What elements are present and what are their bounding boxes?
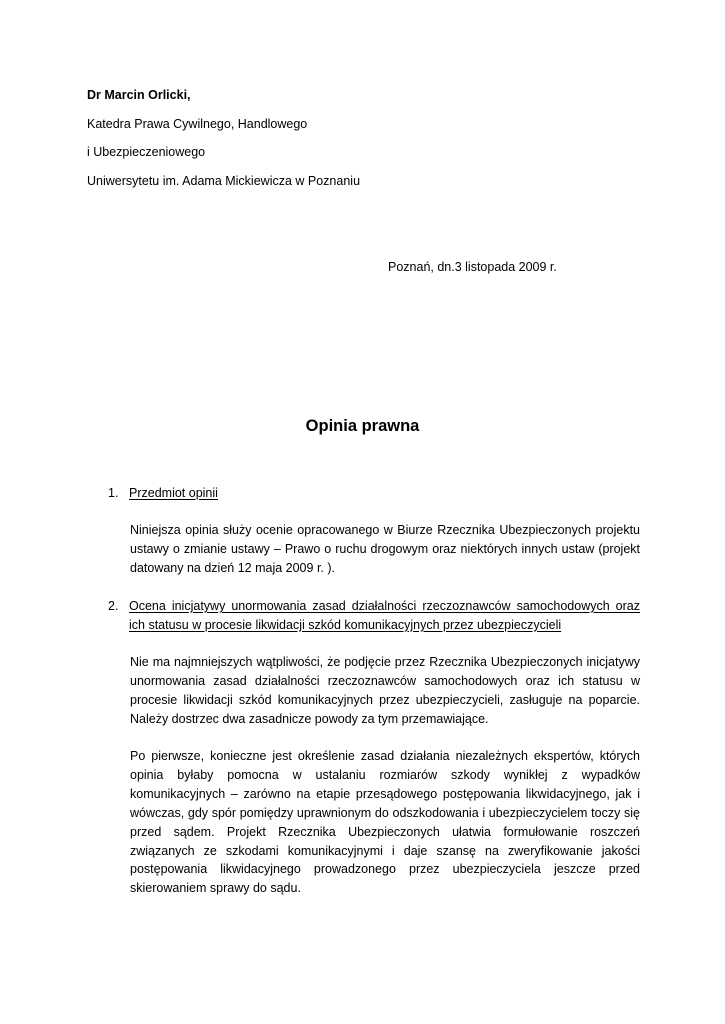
author-block [87, 86, 587, 200]
section-2-number: 2. [108, 599, 119, 613]
section-2-paragraph-1: Nie ma najmniejszych wątpliwości, że podjęcie przez Rzecznika Ubezpieczonych inicjatywy unormowania zasad działalności rzeczoznawców samochodowych oraz ich statusu w procesie likwidacji szkód komunikacyjnych przez ubezpieczycieli, zasługuje na poparcie. Należy dostrzec dwa zasadnicze powody za tym przemawiające. [130, 655, 640, 726]
section-2-heading [108, 597, 640, 634]
author-name: Dr Marcin Orlicki, [87, 88, 191, 102]
section-1-number: 1. [108, 486, 119, 500]
section-1-paragraph-1: Niniejsza opinia służy ocenie opracowanego w Biurze Rzecznika Ubezpieczonych projektu ustawy o zmianie ustawy – Prawo o ruchu drogowym oraz niektórych innych ustaw (projekt datowany na dzień 12 maja 2009 r. ). [130, 523, 640, 575]
section-1-title: Przedmiot opinii [129, 486, 218, 500]
document-title: Opinia prawna [305, 417, 420, 435]
author-department-line-1: Katedra Prawa Cywilnego, Handlowego [87, 116, 308, 131]
author-university: Uniwersytetu im. Adama Mickiewicza w Poznaniu [87, 173, 361, 188]
document-title-wrapper [0, 414, 725, 438]
section-2-title: Ocena inicjatywy unormowania zasad działalności rzeczoznawców samochodowych oraz ich statusu w procesie likwidacji szkód komunikacyjnych przez ubezpieczycieli [129, 599, 640, 632]
document-date: Poznań, dn.3 listopada 2009 r. [388, 260, 557, 274]
author-department-line-2: i Ubezpieczeniowego [87, 145, 206, 159]
section-2-paragraph-2: Po pierwsze, konieczne jest określenie zasad działania niezależnych ekspertów, których opinia byłaby pomocna w ustalaniu rozmiarów szkody wynikłej z wypadków komunikacyjnych – zarówno na etapie przesądowego postępowania likwidacyjnego, jak i wówczas, gdy spór pomiędzy uprawnionym do odszkodowania i ubezpieczycielem toczy się przed sądem. Projekt Rzecznika Ubezpieczonych ułatwia formułowanie roszczeń związanych ze szkodami komunikacyjnymi i daje szansę na zweryfikowanie jakości postępowania likwidacyjnego prowadzonego przez ubezpieczyciela jeszcze przed skierowaniem sprawy do sądu. [130, 749, 640, 896]
section-1-heading [108, 484, 640, 503]
